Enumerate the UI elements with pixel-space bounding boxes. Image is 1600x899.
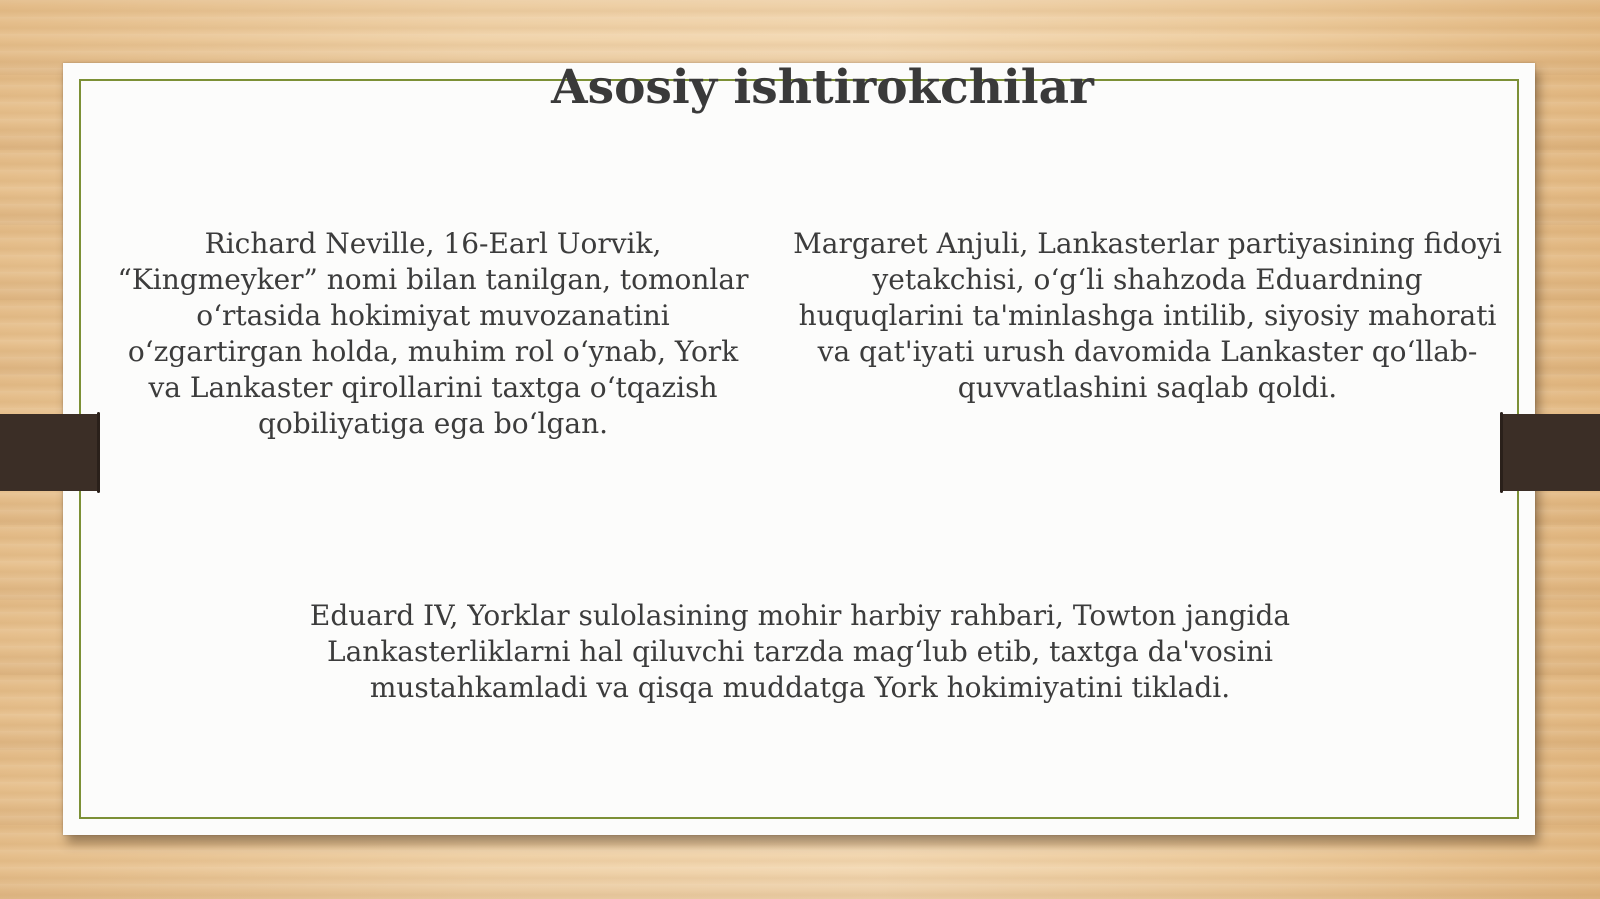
participant-text-margaret: Margaret Anjuli, Lankasterlar partiyasining fidoyi yetakchisi, oʻgʻli shahzoda Eduardning huquqlarini ta'minlashga intilib, siyosiy mahorati va qat'iyati urush davomida Lankaster qoʻllab-quvvatlashini saqlab qoldi. <box>793 227 1502 404</box>
left-dark-band <box>0 414 100 491</box>
right-dark-band <box>1500 414 1600 491</box>
card-border-frame <box>79 79 1519 819</box>
slide-title: Asosiy ishtirokchilar <box>551 60 1094 115</box>
slide-card <box>63 63 1535 835</box>
participant-text-edward: Eduard IV, Yorklar sulolasining mohir harbiy rahbari, Towton jangida Lankasterliklarni hal qiluvchi tarzda magʻlub etib, taxtga da'vosini mustahkamladi va qisqa muddatga York hokimiyatini tikladi. <box>309 599 1291 704</box>
participant-text-warwick: Richard Neville, 16-Earl Uorvik, “Kingmeyker” nomi bilan tanilgan, tomonlar oʻrtasida hokimiyat muvozanatini oʻzgartirgan holda, muhim rol oʻynab, York va Lankaster qirollarini taxtga oʻtqazish qobiliyatiga ega boʻlgan. <box>117 227 749 440</box>
